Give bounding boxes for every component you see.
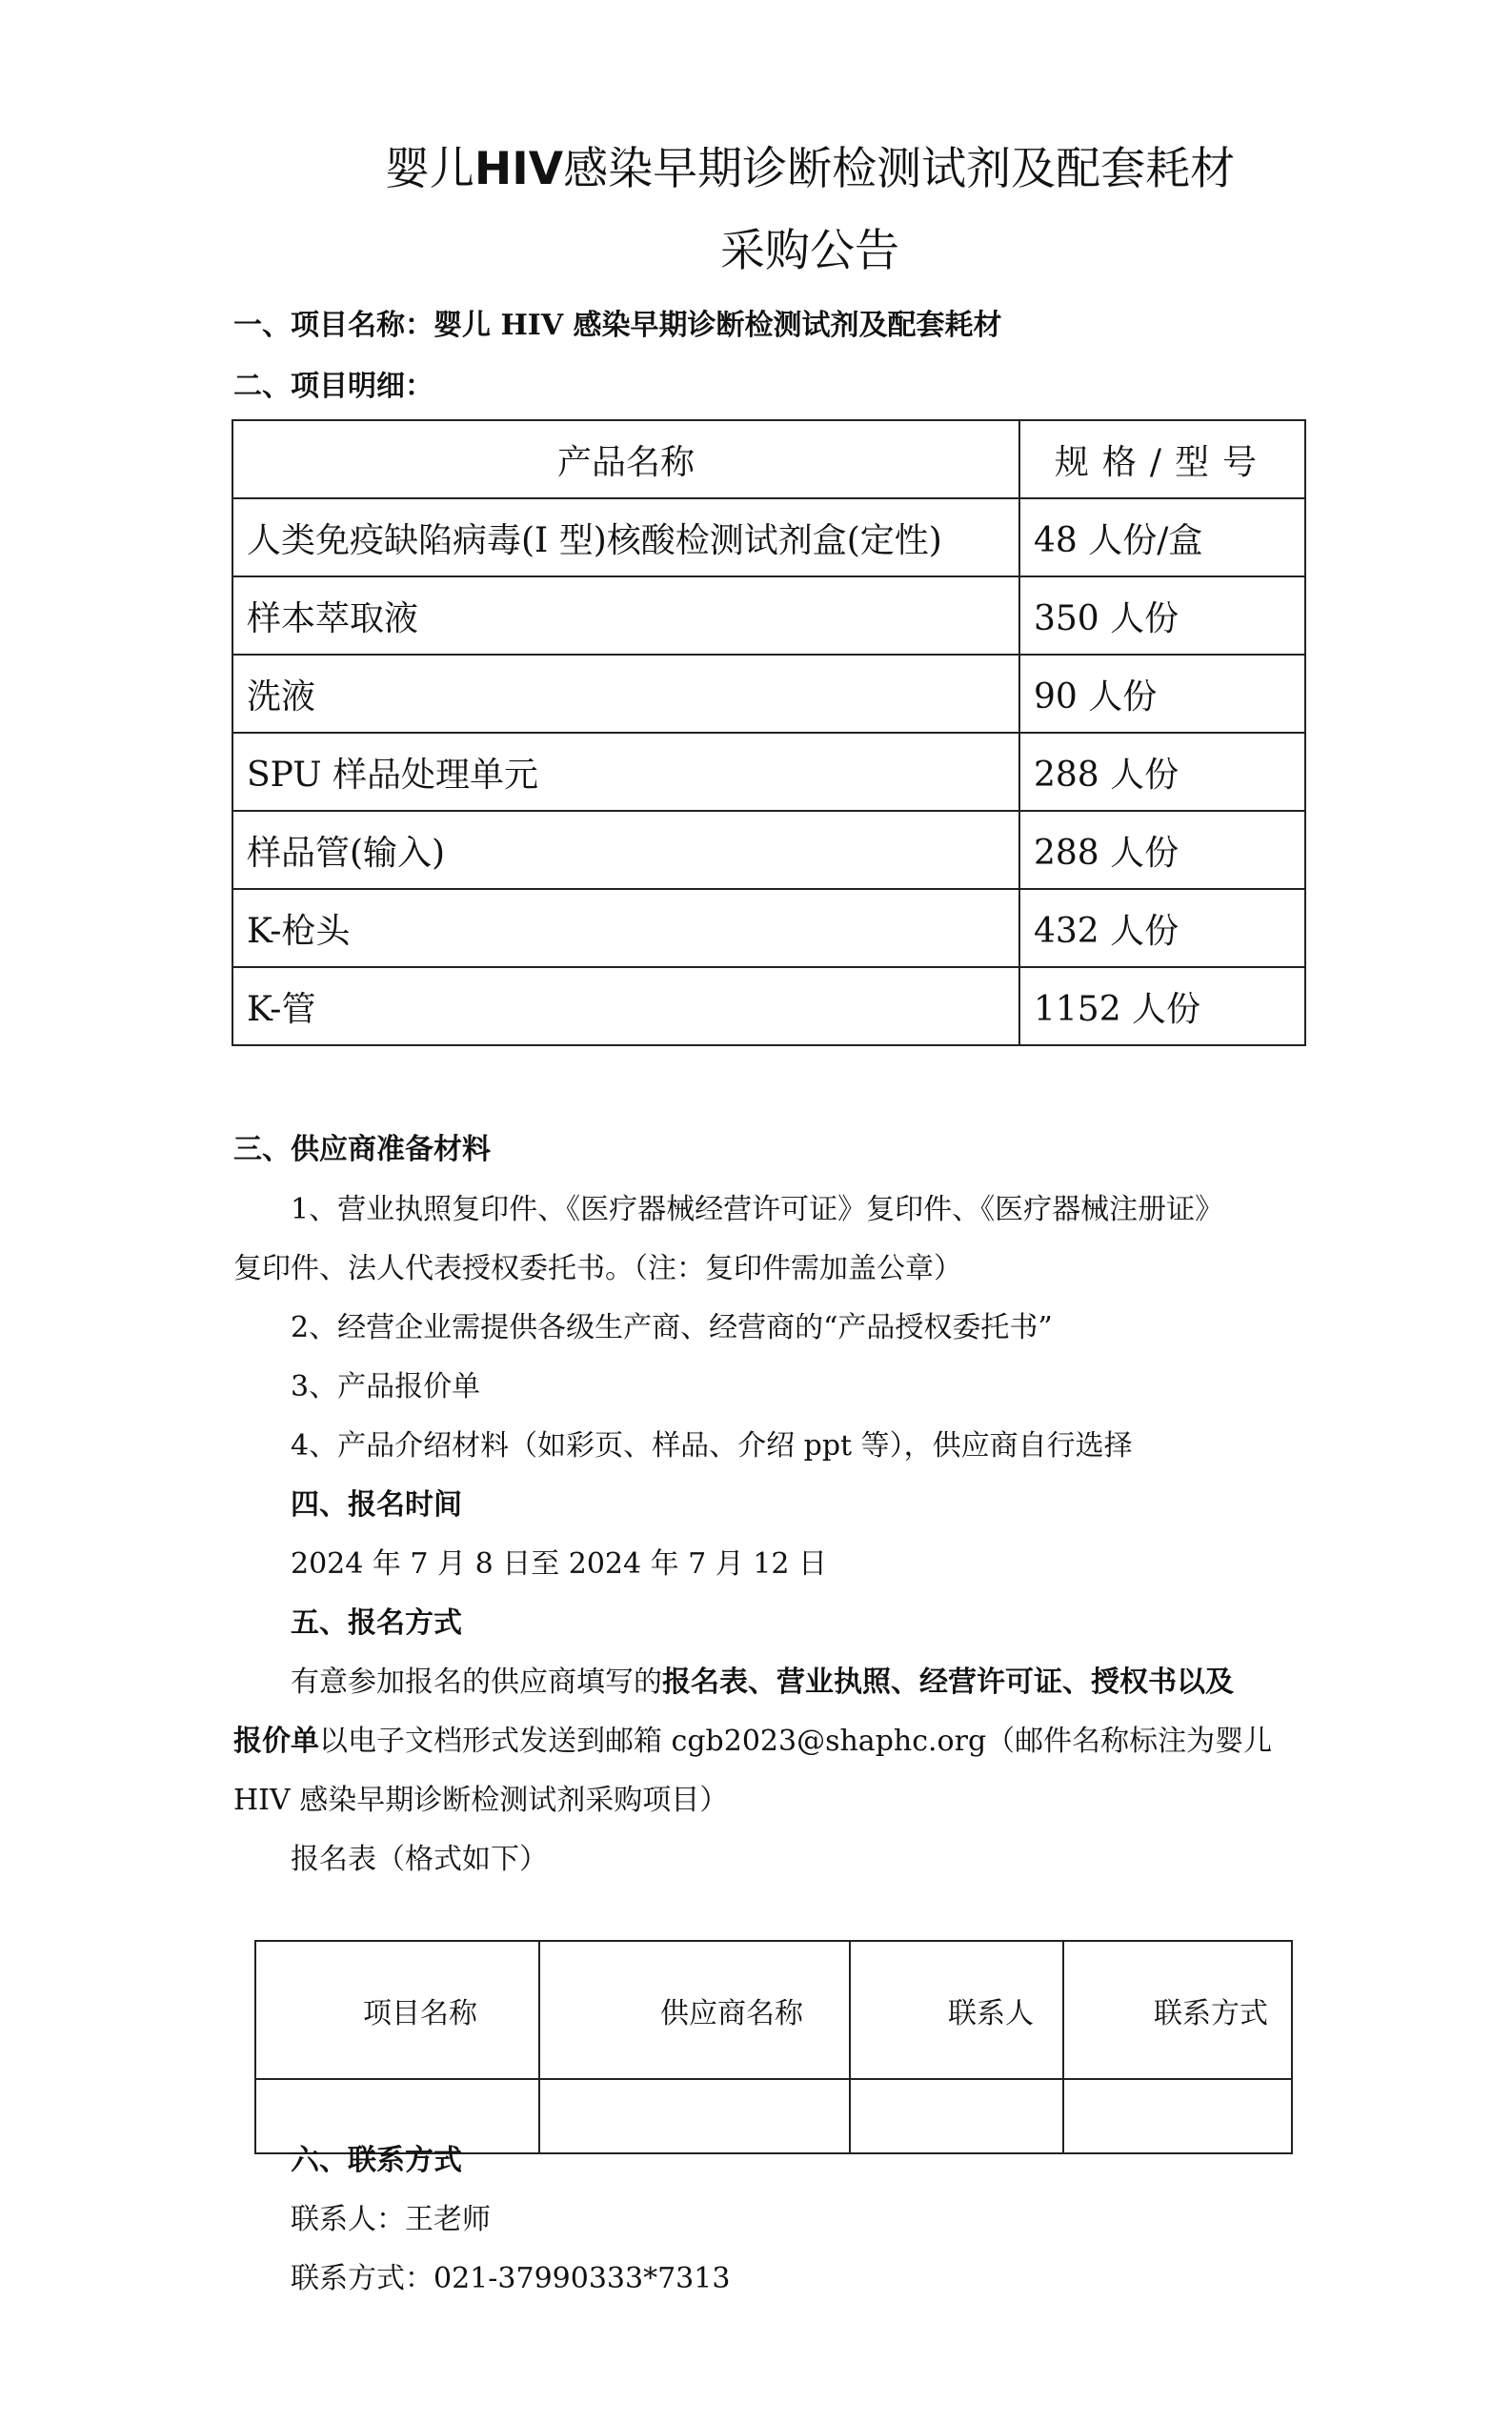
section4-text: 2024 年 7 月 8 日至 2024 年 7 月 12 日 bbox=[291, 1547, 828, 1581]
section3-item3: 3、产品报价单 bbox=[291, 1370, 481, 1403]
section3-item1-line2: 复印件、法人代表授权委托书。（注：复印件需加盖公章） bbox=[233, 1252, 962, 1285]
table-row bbox=[232, 811, 1305, 889]
section5-line1-bold: 报名表、营业执照、经营许可证、授权书以及 bbox=[662, 1666, 1234, 1699]
section1-value: 婴儿 HIV 感染早期诊断检测试剂及配套耗材 bbox=[433, 309, 1002, 342]
product-spec: 1152 人份 bbox=[1019, 967, 1305, 1045]
section3-item1-line1: 1、营业执照复印件、《医疗器械经营许可证》复印件、《医疗器械注册证》 bbox=[291, 1193, 1224, 1226]
reg-header-method: 联系方式 bbox=[1063, 1941, 1292, 2079]
table-row bbox=[232, 655, 1305, 733]
table-row bbox=[232, 889, 1305, 967]
table-row bbox=[232, 576, 1305, 655]
product-name: 样本萃取液 bbox=[232, 576, 1019, 655]
section5-line2 bbox=[233, 1723, 1320, 1761]
section4-heading: 四、报名时间 bbox=[291, 1488, 462, 1522]
product-name: 人类免疫缺陷病毒(I 型)核酸检测试剂盒(定性) bbox=[232, 498, 1019, 576]
reg-header-project: 项目名称 bbox=[255, 1941, 539, 2079]
reg-header-contact: 联系人 bbox=[850, 1941, 1063, 2079]
section1-label: 一、项目名称： bbox=[233, 309, 433, 342]
table-row bbox=[232, 733, 1305, 811]
registration-table-header bbox=[255, 1941, 1292, 2079]
section5-heading: 五、报名方式 bbox=[291, 1606, 462, 1640]
header-product-name: 产品名称 bbox=[232, 420, 1019, 498]
contact-person: 联系人：王老师 bbox=[291, 2203, 491, 2236]
section2-heading: 二、项目明细： bbox=[233, 370, 433, 403]
product-name: K-管 bbox=[232, 967, 1019, 1045]
title-hiv: HIV bbox=[474, 143, 564, 195]
section3-item2: 2、经营企业需提供各级生产商、经营商的“产品授权委托书” bbox=[291, 1311, 1053, 1344]
header-spec: 规格/型号 bbox=[1019, 420, 1305, 498]
product-name: 样品管(输入) bbox=[232, 811, 1019, 889]
section5-line2-suffix: 以电子文档形式发送到邮箱 cgb2023@shaphc.org（邮件名称标注为婴儿 bbox=[319, 1725, 1273, 1758]
product-table bbox=[232, 419, 1306, 1046]
section5-line1 bbox=[291, 1664, 1377, 1702]
table-row bbox=[232, 498, 1305, 576]
product-name: 洗液 bbox=[232, 655, 1019, 733]
section5-line2-bold: 报价单 bbox=[233, 1725, 319, 1758]
document-title-line1 bbox=[0, 141, 1512, 198]
product-spec: 288 人份 bbox=[1019, 733, 1305, 811]
product-spec: 288 人份 bbox=[1019, 811, 1305, 889]
table-row bbox=[232, 967, 1305, 1045]
product-spec: 48 人份/盒 bbox=[1019, 498, 1305, 576]
product-spec: 90 人份 bbox=[1019, 655, 1305, 733]
section5-line1-prefix: 有意参加报名的供应商填写的 bbox=[291, 1666, 662, 1699]
product-name: SPU 样品处理单元 bbox=[232, 733, 1019, 811]
section5-line3: HIV 感染早期诊断检测试剂采购项目） bbox=[233, 1784, 729, 1817]
reg-header-supplier: 供应商名称 bbox=[539, 1941, 850, 2079]
section3-heading: 三、供应商准备材料 bbox=[233, 1133, 491, 1166]
section1-line bbox=[233, 307, 1320, 345]
registration-table bbox=[254, 1940, 1293, 2154]
product-name: K-枪头 bbox=[232, 889, 1019, 967]
document-title-line2: 采购公告 bbox=[720, 225, 899, 277]
product-table-header bbox=[232, 420, 1305, 498]
product-spec: 432 人份 bbox=[1019, 889, 1305, 967]
contact-phone: 联系方式：021-37990333*7313 bbox=[291, 2262, 731, 2295]
registration-form-label: 报名表（格式如下） bbox=[291, 1843, 548, 1876]
section6-heading: 六、联系方式 bbox=[291, 2144, 462, 2177]
title-suffix: 感染早期诊断检测试剂及配套耗材 bbox=[563, 143, 1236, 195]
product-spec: 350 人份 bbox=[1019, 576, 1305, 655]
section3-item4: 4、产品介绍材料（如彩页、样品、介绍 ppt 等），供应商自行选择 bbox=[291, 1429, 1133, 1463]
title-prefix: 婴儿 bbox=[384, 143, 474, 195]
